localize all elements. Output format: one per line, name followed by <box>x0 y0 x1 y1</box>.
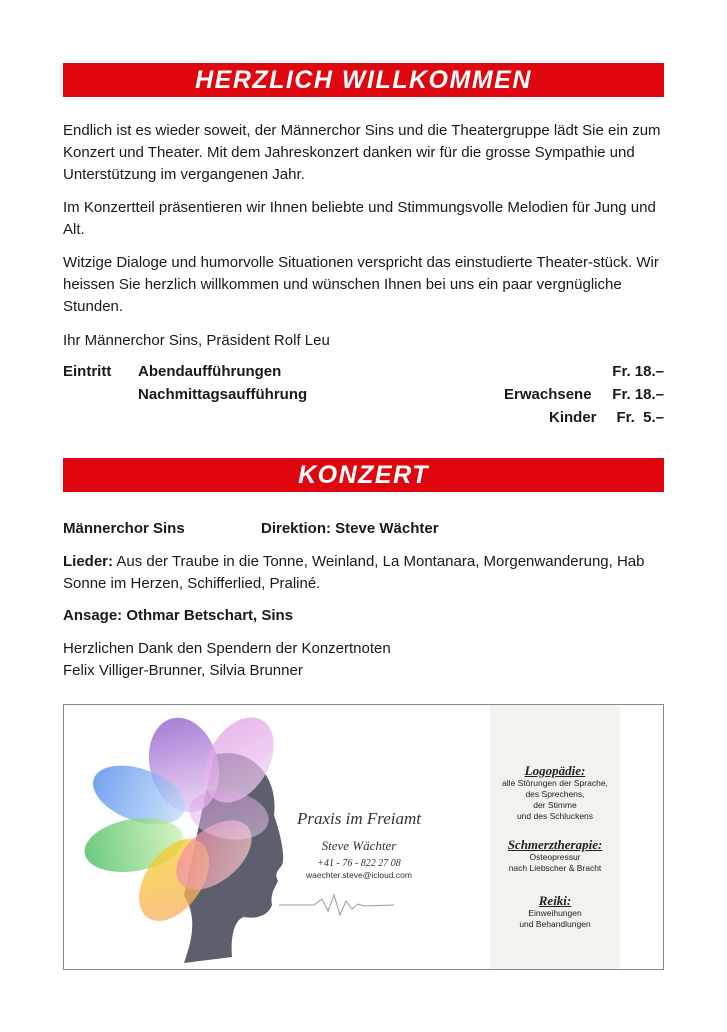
songs-list: Aus der Traube in die Tonne, Weinland, La Montanara, Morgenwanderung, Hab Sonne im Herzen, Schifferlied, Praliné. <box>63 553 645 592</box>
concert-banner <box>63 458 664 492</box>
service-speech-therapy <box>490 765 620 822</box>
therapist-name: Steve Wächter <box>321 838 397 853</box>
choir-direction: Direktion: Steve Wächter <box>261 520 439 537</box>
service-3-line: Einweihungen <box>528 908 582 918</box>
kids-label: Kinder <box>549 409 597 426</box>
evening-performances: Abendaufführungen <box>138 363 282 380</box>
admission-label: Eintritt <box>63 363 112 380</box>
adults-label: Erwachsene <box>504 386 592 403</box>
evening-price: Fr. 18.– <box>612 363 664 380</box>
practice-name: Praxis im Freiamt <box>296 809 422 828</box>
songs-paragraph <box>63 551 663 595</box>
advertisement <box>63 704 664 970</box>
service-1-line: alle Störungen der Sprache, <box>502 778 608 788</box>
concert-title: KONZERT <box>298 461 429 489</box>
phone-number: +41 - 76 - 822 27 08 <box>317 858 401 869</box>
welcome-title: HERZLICH WILLKOMMEN <box>195 66 532 94</box>
welcome-paragraph-2: Im Konzertteil präsentieren wir Ihnen beliebte und Stimmungsvolle Melodien für Jung und Alt. <box>63 199 656 238</box>
welcome-banner <box>63 63 664 97</box>
songs-label: Lieder: <box>63 553 114 570</box>
service-1-line: des Sprechens, <box>525 789 585 799</box>
service-2-line: nach Liebscher & Bracht <box>508 863 602 873</box>
ad-contact <box>269 809 449 881</box>
choir-name: Männerchor Sins <box>63 520 185 537</box>
service-reiki <box>490 895 620 930</box>
afternoon-performance: Nachmittagsaufführung <box>138 386 308 403</box>
thanks-line: Herzlichen Dank den Spendern der Konzertnoten <box>63 640 391 657</box>
service-pain-therapy <box>490 839 620 874</box>
service-1-line: der Stimme <box>533 800 577 810</box>
donors-line: Felix Villiger-Brunner, Silvia Brunner <box>63 662 303 679</box>
service-1-line: und des Schluckens <box>516 811 594 821</box>
email-address: waechter.steve@icloud.com <box>306 870 412 880</box>
service-3-line: und Behandlungen <box>519 919 591 929</box>
service-3-title: Reiki: <box>538 893 572 908</box>
services-panel <box>490 705 620 969</box>
welcome-paragraph-1: Endlich ist es wieder soweit, der Männerchor Sins und die Theatergruppe lädt Sie ein zum Konzert und Theater. Mit dem Jahreskonzert danken wir für die grosse Sympathie und Unterstützung im vergangenen Jahr. <box>63 122 661 183</box>
service-1-title: Logopädie: <box>524 763 586 778</box>
service-2-line: Osteopressur <box>529 852 581 862</box>
adults-price: Fr. 18.– <box>612 386 664 403</box>
announcer: Ansage: Othmar Betschart, Sins <box>63 607 294 624</box>
service-2-title: Schmerztherapie: <box>507 837 603 852</box>
kids-price: Fr. 5.– <box>616 409 664 426</box>
welcome-signature: Ihr Männerchor Sins, Präsident Rolf Leu <box>63 332 330 349</box>
welcome-paragraph-3: Witzige Dialoge und humorvolle Situationen verspricht das einstudierte Theater-stück. Wir heissen Sie herzlich willkommen und wünschen Ihnen bei uns ein paar vergnügliche Stunden. <box>63 254 659 315</box>
